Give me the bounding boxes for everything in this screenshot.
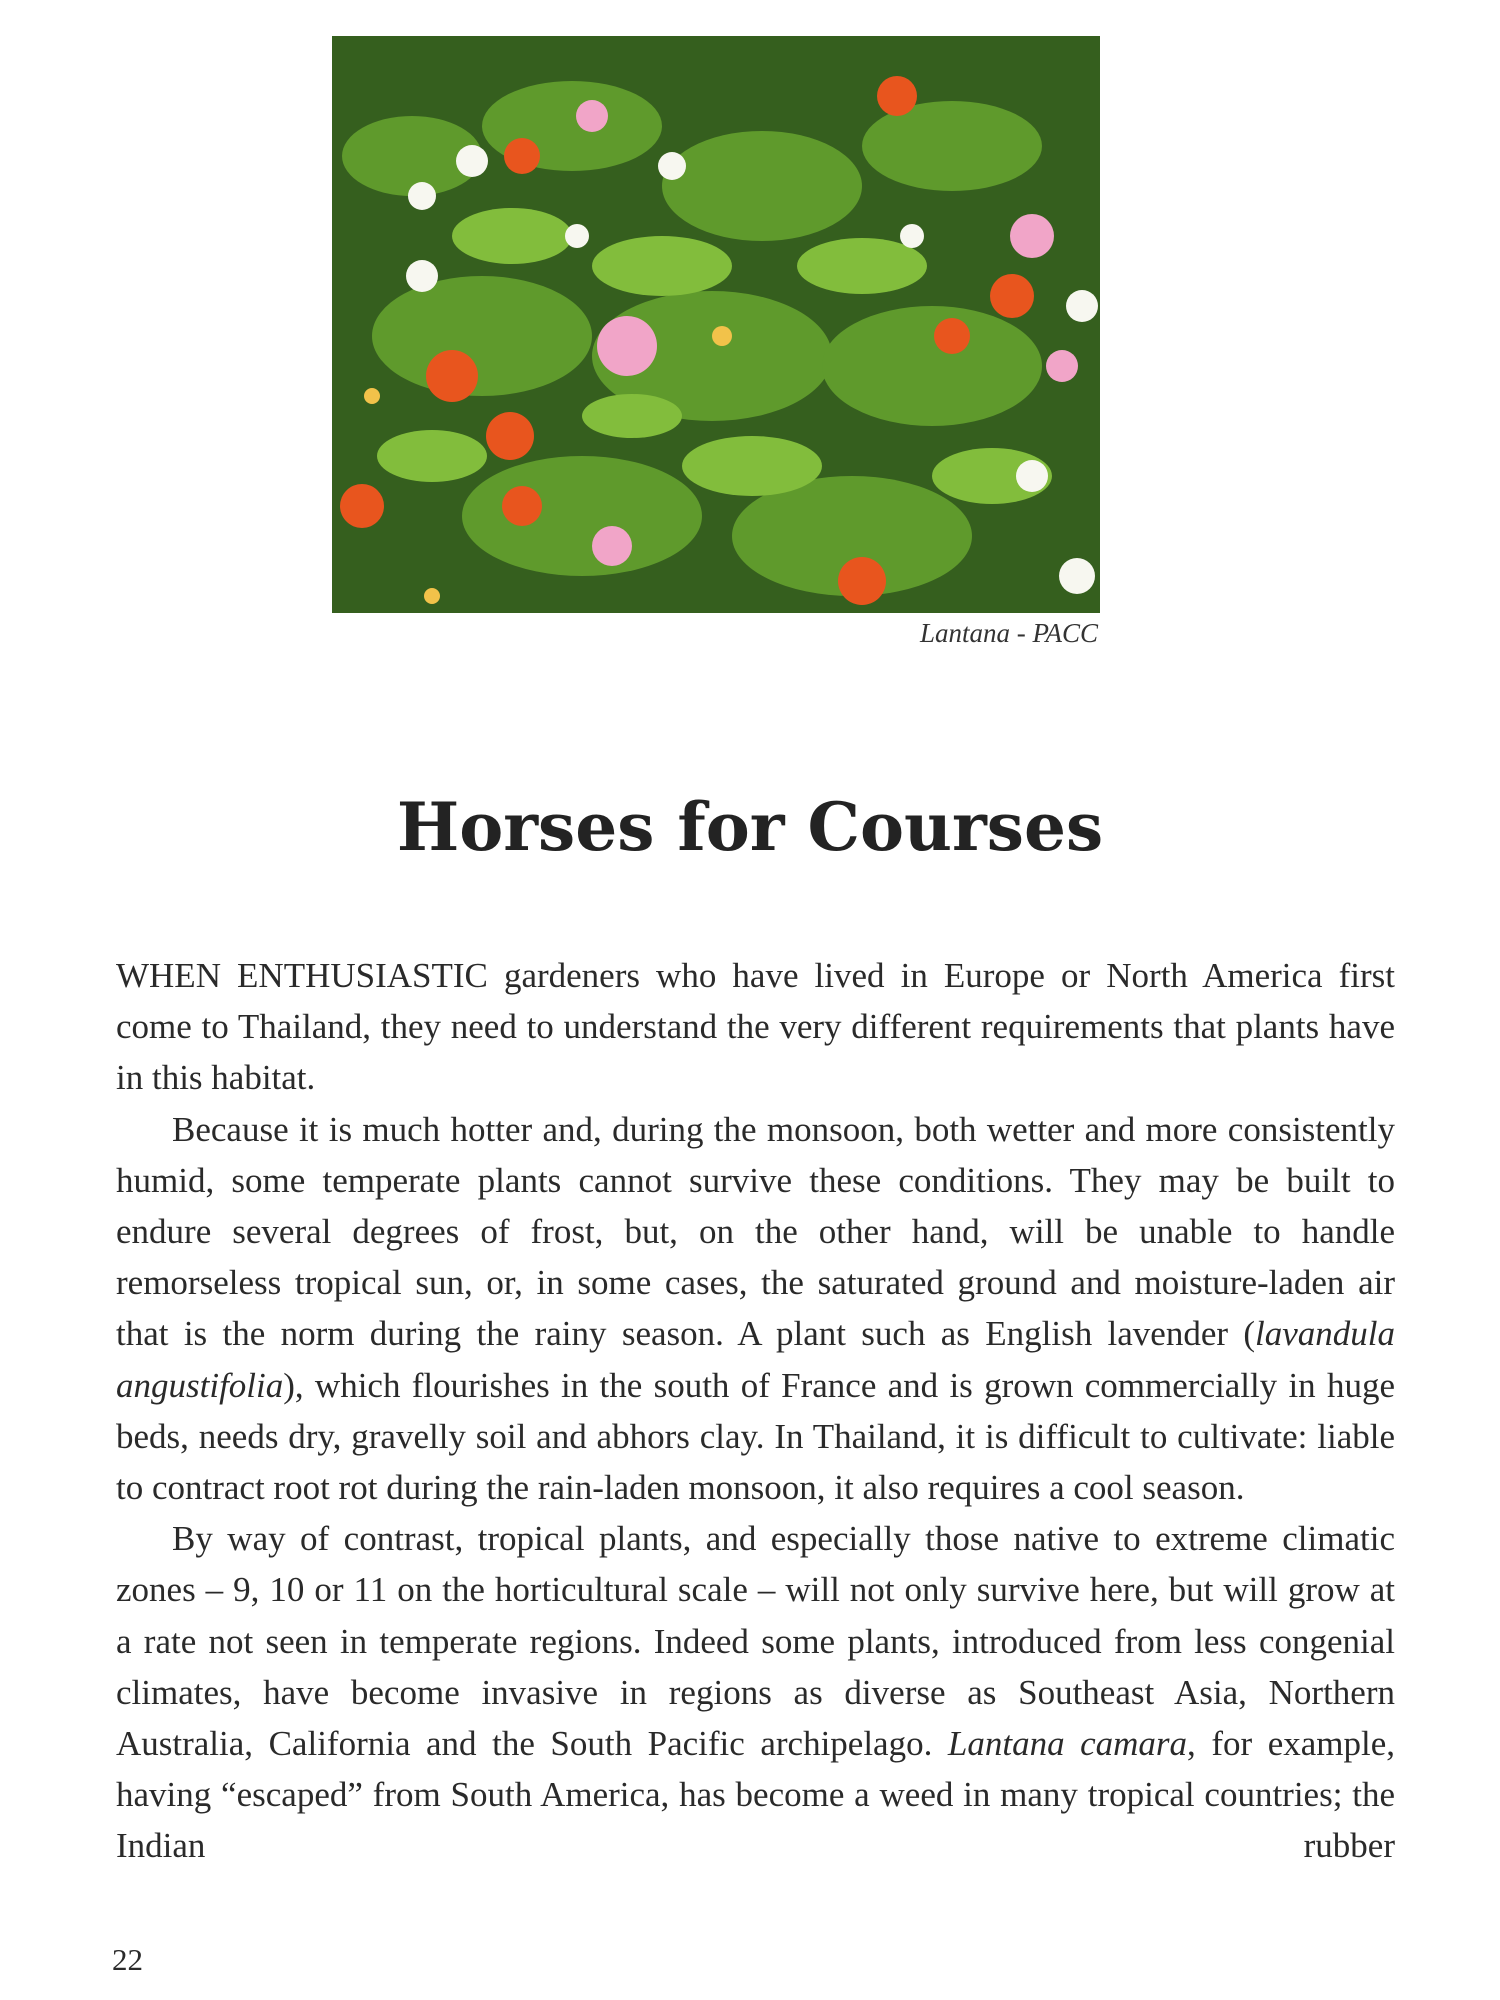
paragraph-2-text-a: Because it is much hotter and, during the monsoon, both wetter and more consistently humid, some temperate plants cannot survive these conditions. They may be built to endure several degrees of frost, but, on the other hand, will be unable to handle remorseless tropical sun, or, in some cases, the saturated ground and moisture-laden air that is the norm during the rainy season. A plant such as English lavender (: [116, 1109, 1395, 1354]
page-number: 22: [112, 1942, 143, 1977]
latin-name-lantana: Lantana camara: [947, 1724, 1188, 1764]
lantana-illustration: [332, 36, 1100, 613]
paragraph-1-lead: WHEN ENTHUSIASTIC: [116, 956, 488, 995]
article-body: [116, 950, 1395, 1872]
paragraph-3: [116, 1513, 1395, 1871]
paragraph-3-text-a: By way of contrast, tropical plants, and especially those native to extreme climatic zones – 9, 10 or 11 on the horticultural scale – will not only survive here, but will grow at a rate not seen in temperate regions. Indeed some plants, introduced from less congenial climates, have become invasive in regions as diverse as Southeast Asia, Northern Australia, California and the South Pacific archipelago.: [116, 1519, 1395, 1764]
article-title: Horses for Courses: [396, 788, 1104, 866]
paragraph-2: [116, 1104, 1395, 1514]
paragraph-2-text-b: ), which flourishes in the south of France and is grown commercially in huge beds, needs dry, gravelly soil and abhors clay. In Thailand, it is difficult to cultivate: liable to contract root rot during the rain-laden monsoon, it also requires a cool season.: [116, 1365, 1395, 1508]
latin-name-lavender: lavandula angustifolia: [116, 1314, 1395, 1405]
paragraph-1-text: gardeners who have lived in Europe or North America first come to Thailand, they need to understand the very different requirements that plants have in this habitat.: [116, 956, 1395, 1098]
photo-caption: Lantana - PACC: [919, 618, 1098, 648]
paragraph-1: [116, 950, 1395, 1104]
lantana-photo: [332, 36, 1100, 613]
paragraph-3-text-b: , for example, having “escaped” from South America, has become a weed in many tropical countries; the Indian rubber: [116, 1724, 1395, 1866]
